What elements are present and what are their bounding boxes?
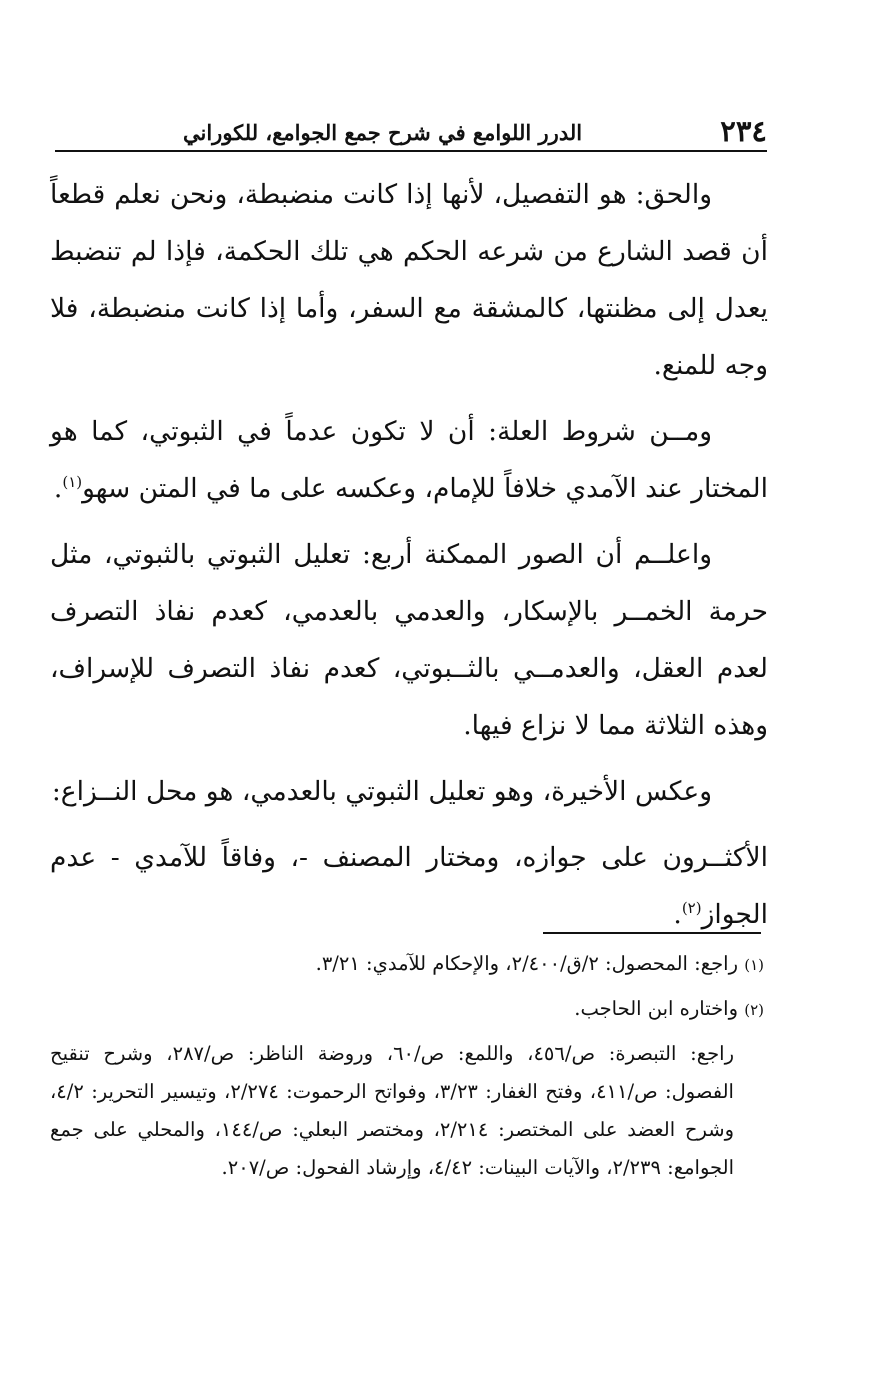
header-divider	[55, 150, 767, 152]
footnote-2	[50, 990, 764, 1029]
footnote-1-text: راجع: المحصول: ٢/ق/٢/٤٠٠، والإحكام للآمدي: ٣/٢١.	[315, 952, 739, 975]
footnote-1	[50, 945, 764, 984]
footnote-1-number: (١)	[744, 956, 764, 974]
paragraph-5-text: الأكثــرون على جوازه، ومختار المصنف -، وفاقاً للآمدي - عدم الجواز	[50, 842, 768, 930]
footnote-2-references: راجع: التبصرة: ص/٤٥٦، واللمع: ص/٦٠، وروضة الناظر: ص/٢٨٧، وشرح تنقيح الفصول: ص/٤١١، وفتح الغفار: ٣/٢٣، وفواتح الرحموت: ٢/٢٧٤، وتيسير التحرير: ٤/٢، وشرح العضد على المختصر: ٢/٢١٤، ومختصر البعلي: ص/١٤٤، والمحلي على جمع الجوامع: ٢/٢٣٩، والآيات البينات: ٤/٤٢، وإرشاد الفحول: ص/٢٠٧.	[50, 1042, 734, 1179]
paragraph-4: وعكس الأخيرة، وهو تعليل الثبوتي بالعدمي، هو محل النــزاع:	[51, 776, 712, 807]
page-number: ٢٣٤	[720, 114, 767, 148]
paragraph-3: واعلــم أن الصور الممكنة أربع: تعليل الثبوتي بالثبوتي، مثل حرمة الخمــر بالإسكار، والعدمي بالعدمي، كعدم نفاذ التصرف لعدم العقل، والعدمــي بالثــبوتي، كعدم نفاذ التصرف للإسراف، وهذه الثلاثة مما لا نزاع فيها.	[50, 539, 768, 741]
paragraph-5-end: .	[673, 899, 682, 930]
paragraph-2	[50, 403, 768, 517]
footnote-2-number: (٢)	[744, 1001, 764, 1019]
footnote-2-text: واختاره ابن الحاجب.	[574, 997, 739, 1020]
paragraph-2-end: .	[53, 473, 63, 504]
main-text	[50, 166, 768, 952]
running-title: الدرر اللوامع في شرح جمع الجوامع، للكوراني	[183, 120, 583, 145]
paragraph-2-text: ومــن شروط العلة: أن لا تكون عدماً في الثبوتي، كما هو المختار عند الآمدي خلافاً للإمام، وعكسه على ما في المتن سهو	[50, 416, 768, 504]
paragraph-1: والحق: هو التفصيل، لأنها إذا كانت منضبطة، ونحن نعلم قطعاً أن قصد الشارع من شرعه الحكم هي تلك الحكمة، فإذا لم تنضبط يعدل إلى مظنتها، كالمشقة مع السفر، وأما إذا كانت منضبطة، فلا وجه للمنع.	[50, 179, 768, 381]
page-header	[55, 108, 767, 148]
footnote-divider	[543, 932, 761, 934]
footnote-ref-2: (٢)	[681, 899, 702, 918]
paragraph-5	[50, 829, 768, 943]
footnote-ref-1: (١)	[62, 473, 83, 492]
footnotes	[50, 945, 764, 1193]
